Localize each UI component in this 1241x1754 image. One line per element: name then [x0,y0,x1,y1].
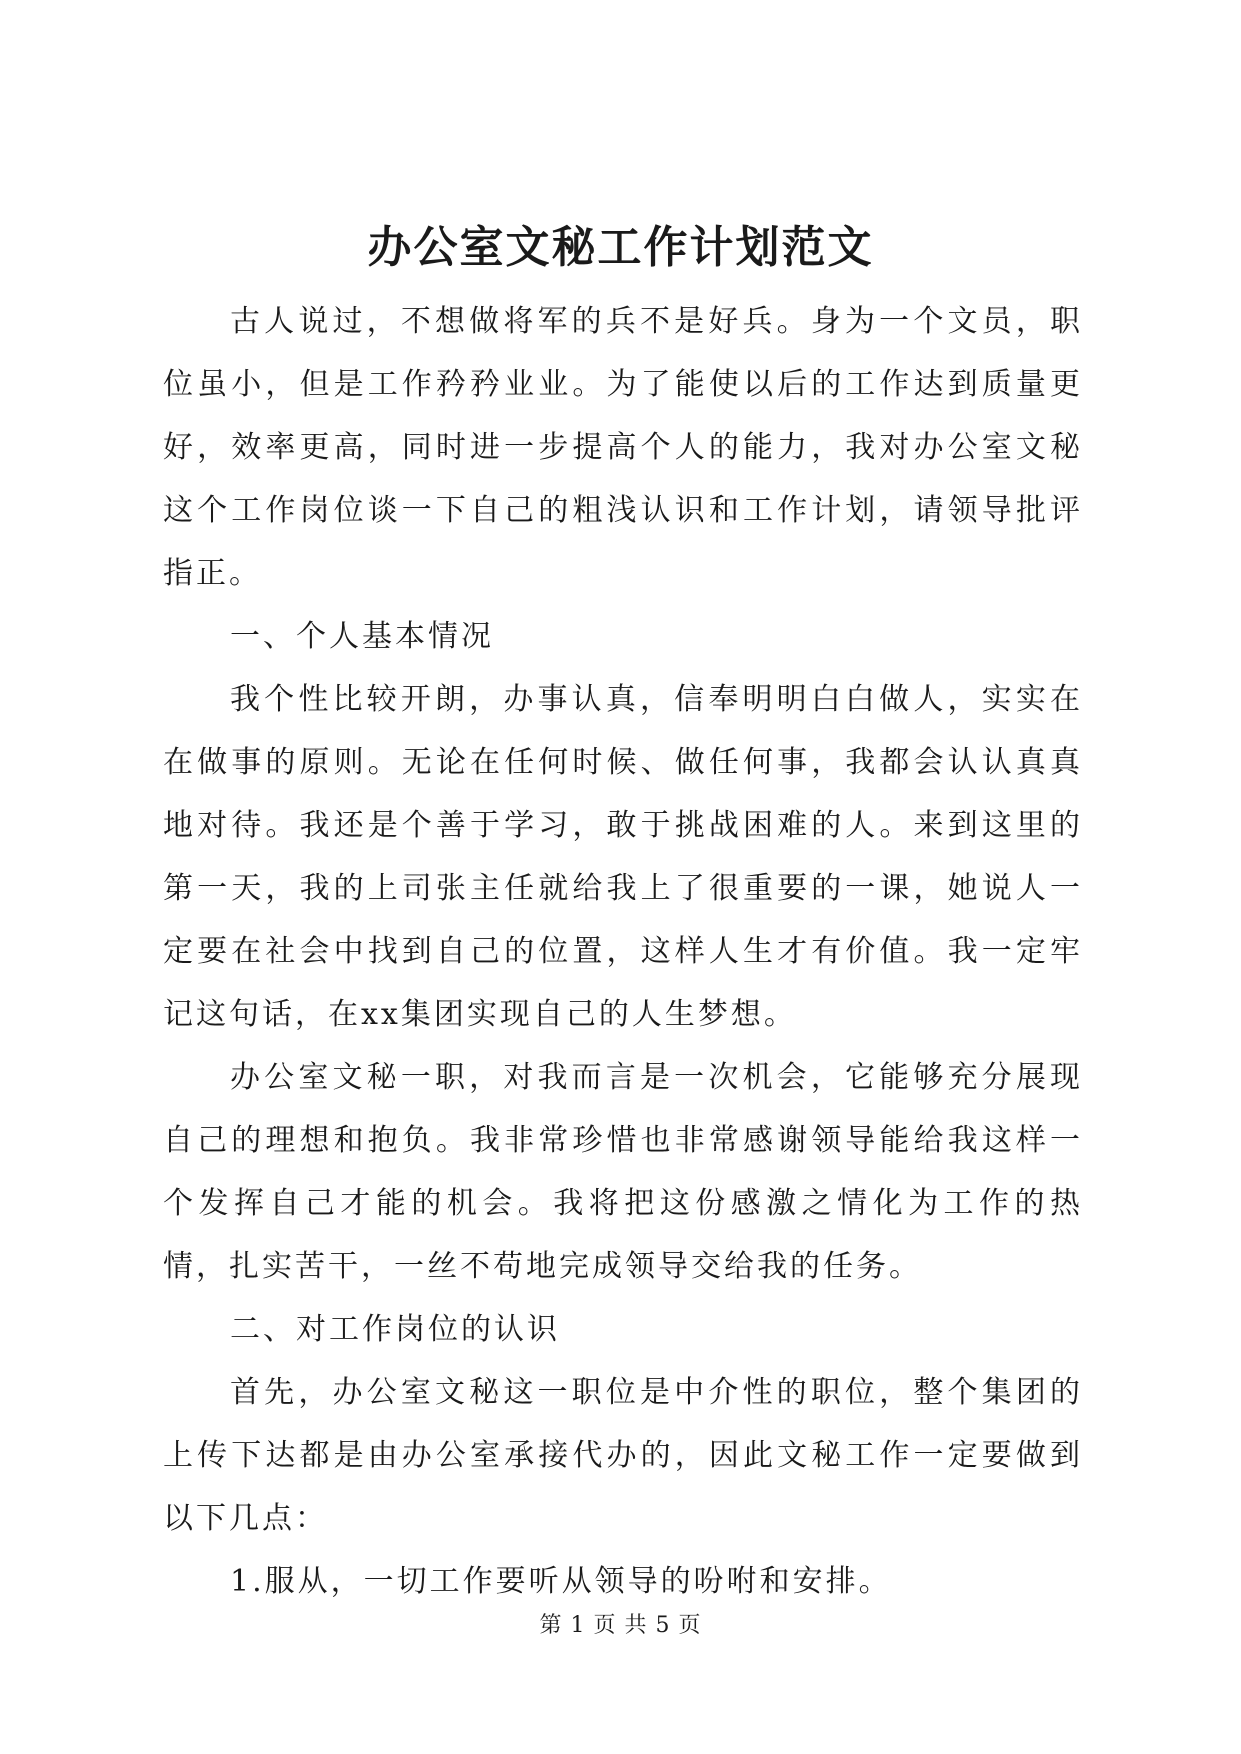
paragraph-personal-2: 办公室文秘一职，对我而言是一次机会，它能够充分展现自己的理想和抱负。我非常珍惜也非常感谢领导能给我这样一个发挥自己才能的机会。我将把这份感激之情化为工作的热情，扎实苦干，一丝不苟地完成领导交给我的任务。 [163,1060,1083,1284]
page-footer: 第 1 页 共 5 页 [539,1613,702,1638]
paragraph-personal-1: 我个性比较开朗，办事认真，信奉明明白白做人，实实在在做事的原则。无论在任何时候、做任何事，我都会认认真真地对待。我还是个善于学习，敢于挑战困难的人。来到这里的第一天，我的上司张主任就给我上了很重要的一课，她说人一定要在社会中找到自己的位置，这样人生才有价值。我一定牢记这句话，在xx集团实现自己的人生梦想。 [163,682,1083,1032]
document-body [163,290,1083,1613]
section-heading-2: 二、对工作岗位的认识 [230,1312,560,1347]
list-item-1: 1.服从，一切工作要听从领导的吩咐和安排。 [230,1564,892,1599]
document-title: 办公室文秘工作计划范文 [367,222,874,273]
paragraph-intro: 古人说过，不想做将军的兵不是好兵。身为一个文员，职位虽小，但是工作矜矜业业。为了能使以后的工作达到质量更好，效率更高，同时进一步提高个人的能力，我对办公室文秘这个工作岗位谈一下自己的粗浅认识和工作计划，请领导批评指正。 [163,304,1083,591]
section-heading-1: 一、个人基本情况 [230,619,494,654]
paragraph-role-intro: 首先，办公室文秘这一职位是中介性的职位，整个集团的上传下达都是由办公室承接代办的，因此文秘工作一定要做到以下几点： [163,1375,1083,1536]
